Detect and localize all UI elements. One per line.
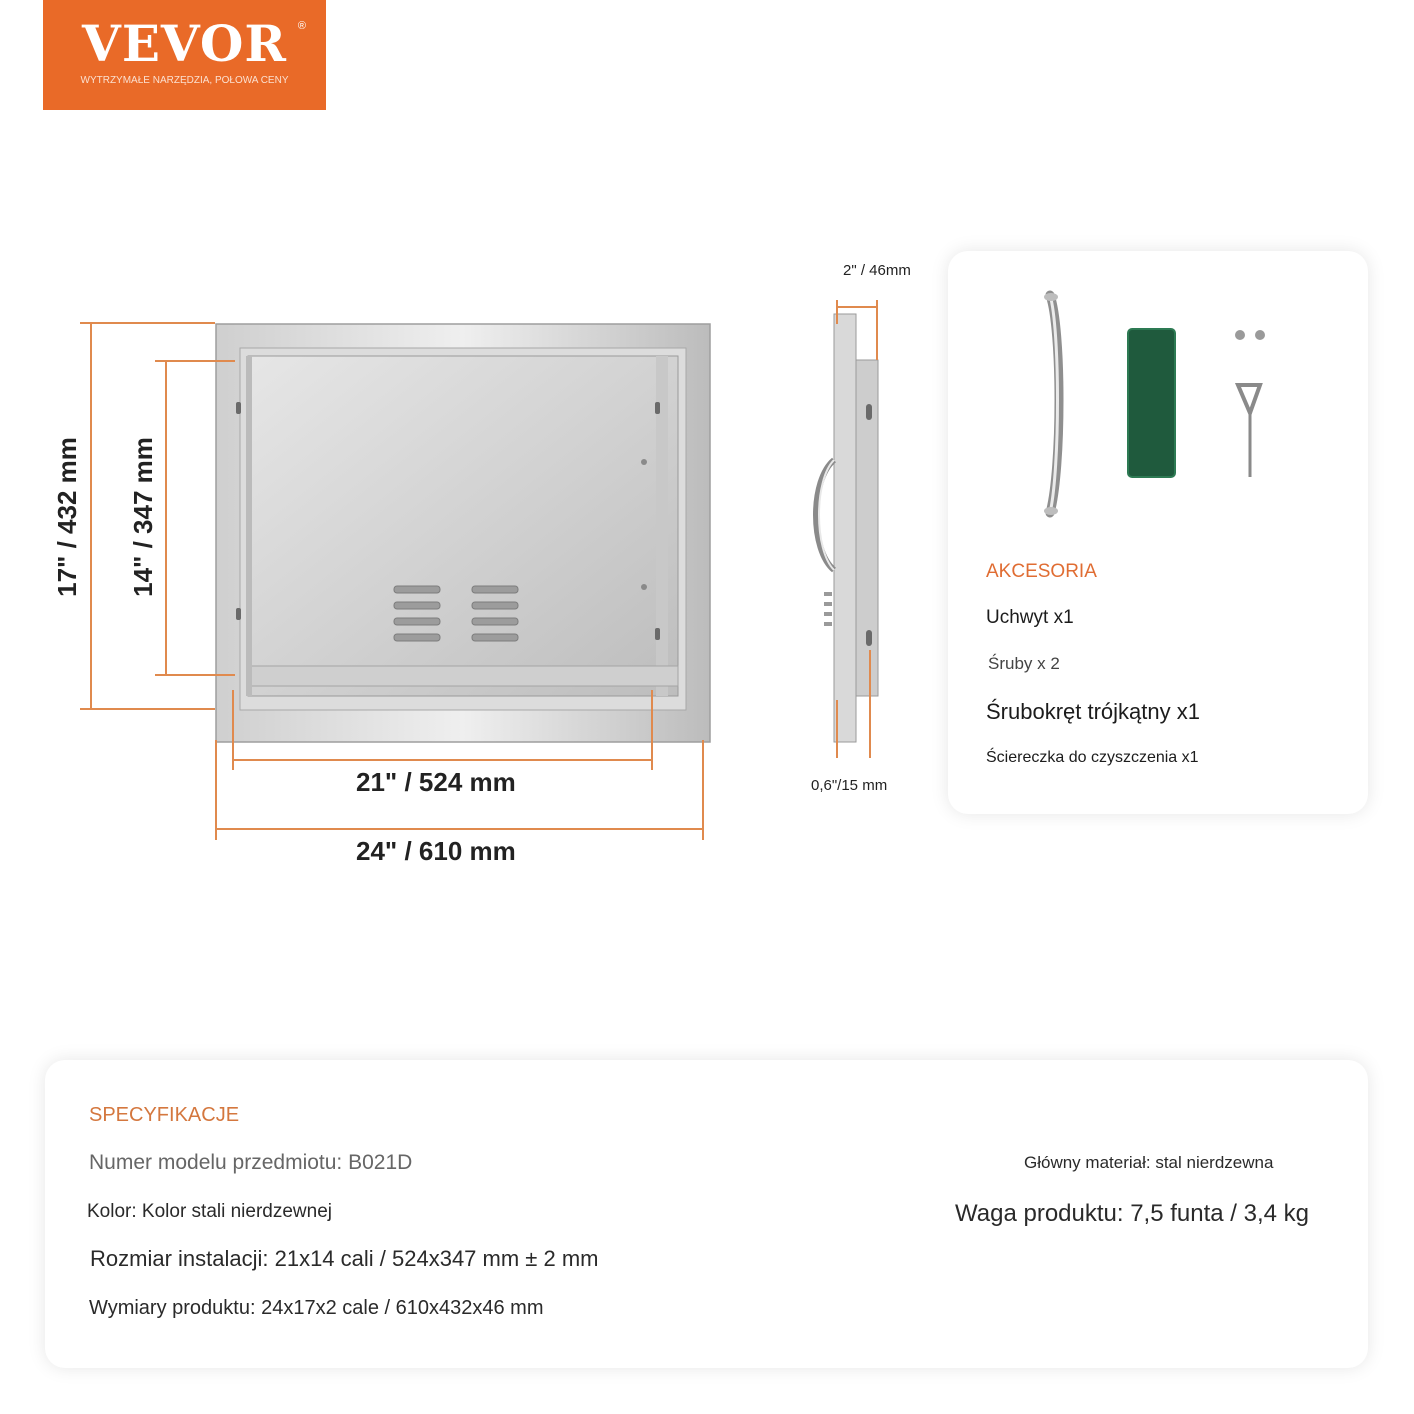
inner-width-left-tick	[232, 690, 234, 770]
accessory-screws: Śruby x 2	[988, 654, 1060, 673]
spec-model: Numer modelu przedmiotu: B021D	[89, 1151, 413, 1174]
specifications-card	[45, 1060, 1368, 1368]
inner-height-bottom-tick	[155, 674, 235, 676]
specs-title: SPECYFIKACJE	[89, 1104, 240, 1126]
spec-color: Kolor: Kolor stali nierdzewnej	[87, 1201, 333, 1222]
inner-height-line	[165, 360, 167, 675]
spec-material: Główny materiał: stal nierdzewna	[1024, 1153, 1274, 1172]
accessory-cloth: Ściereczka do czyszczenia x1	[986, 749, 1199, 766]
brand-name: VEVOR	[82, 14, 287, 73]
outer-height-line	[90, 323, 92, 708]
accessories-title: AKCESORIA	[986, 561, 1097, 582]
outer-width-left-tick	[215, 740, 217, 840]
outer-height-label: 17" / 432 mm	[52, 437, 82, 597]
depth-line	[836, 306, 878, 308]
flange-right-tick	[869, 650, 871, 758]
registered-mark: ®	[297, 20, 306, 32]
outer-height-bottom-tick	[80, 708, 215, 710]
outer-width-right-tick	[702, 740, 704, 840]
depth-left-tick	[836, 300, 838, 324]
depth-right-tick	[876, 300, 878, 360]
inner-width-right-tick	[651, 690, 653, 770]
spec-weight: Waga produktu: 7,5 funta / 3,4 kg	[955, 1200, 1309, 1227]
inner-height-label: 14" / 347 mm	[128, 437, 158, 597]
flange-left-tick	[836, 700, 838, 758]
inner-width-label: 21" / 524 mm	[356, 767, 516, 797]
spec-product-dims: Wymiary produktu: 24x17x2 cale / 610x432x46 mm	[89, 1297, 544, 1319]
outer-width-line	[215, 828, 703, 830]
door-front-illustration	[210, 310, 720, 750]
outer-width-label: 24" / 610 mm	[356, 836, 516, 866]
spec-install-size: Rozmiar instalacji: 21x14 cali / 524x347 mm ± 2 mm	[90, 1246, 599, 1271]
brand-tagline: WYTRZYMAŁE NARZĘDZIA, POŁOWA CENY	[80, 75, 289, 86]
accessories-illustration	[1028, 289, 1288, 529]
outer-height-top-tick	[80, 322, 215, 324]
accessory-handle: Uchwyt x1	[986, 607, 1074, 628]
inner-width-line	[232, 759, 652, 761]
door-side-illustration	[800, 280, 920, 760]
accessory-screwdriver: Śrubokręt trójkątny x1	[986, 699, 1200, 724]
depth-label: 2" / 46mm	[843, 262, 911, 279]
brand-logo	[43, 0, 326, 110]
inner-height-top-tick	[155, 360, 235, 362]
accessories-card	[948, 251, 1368, 814]
flange-label: 0,6"/15 mm	[811, 777, 888, 794]
